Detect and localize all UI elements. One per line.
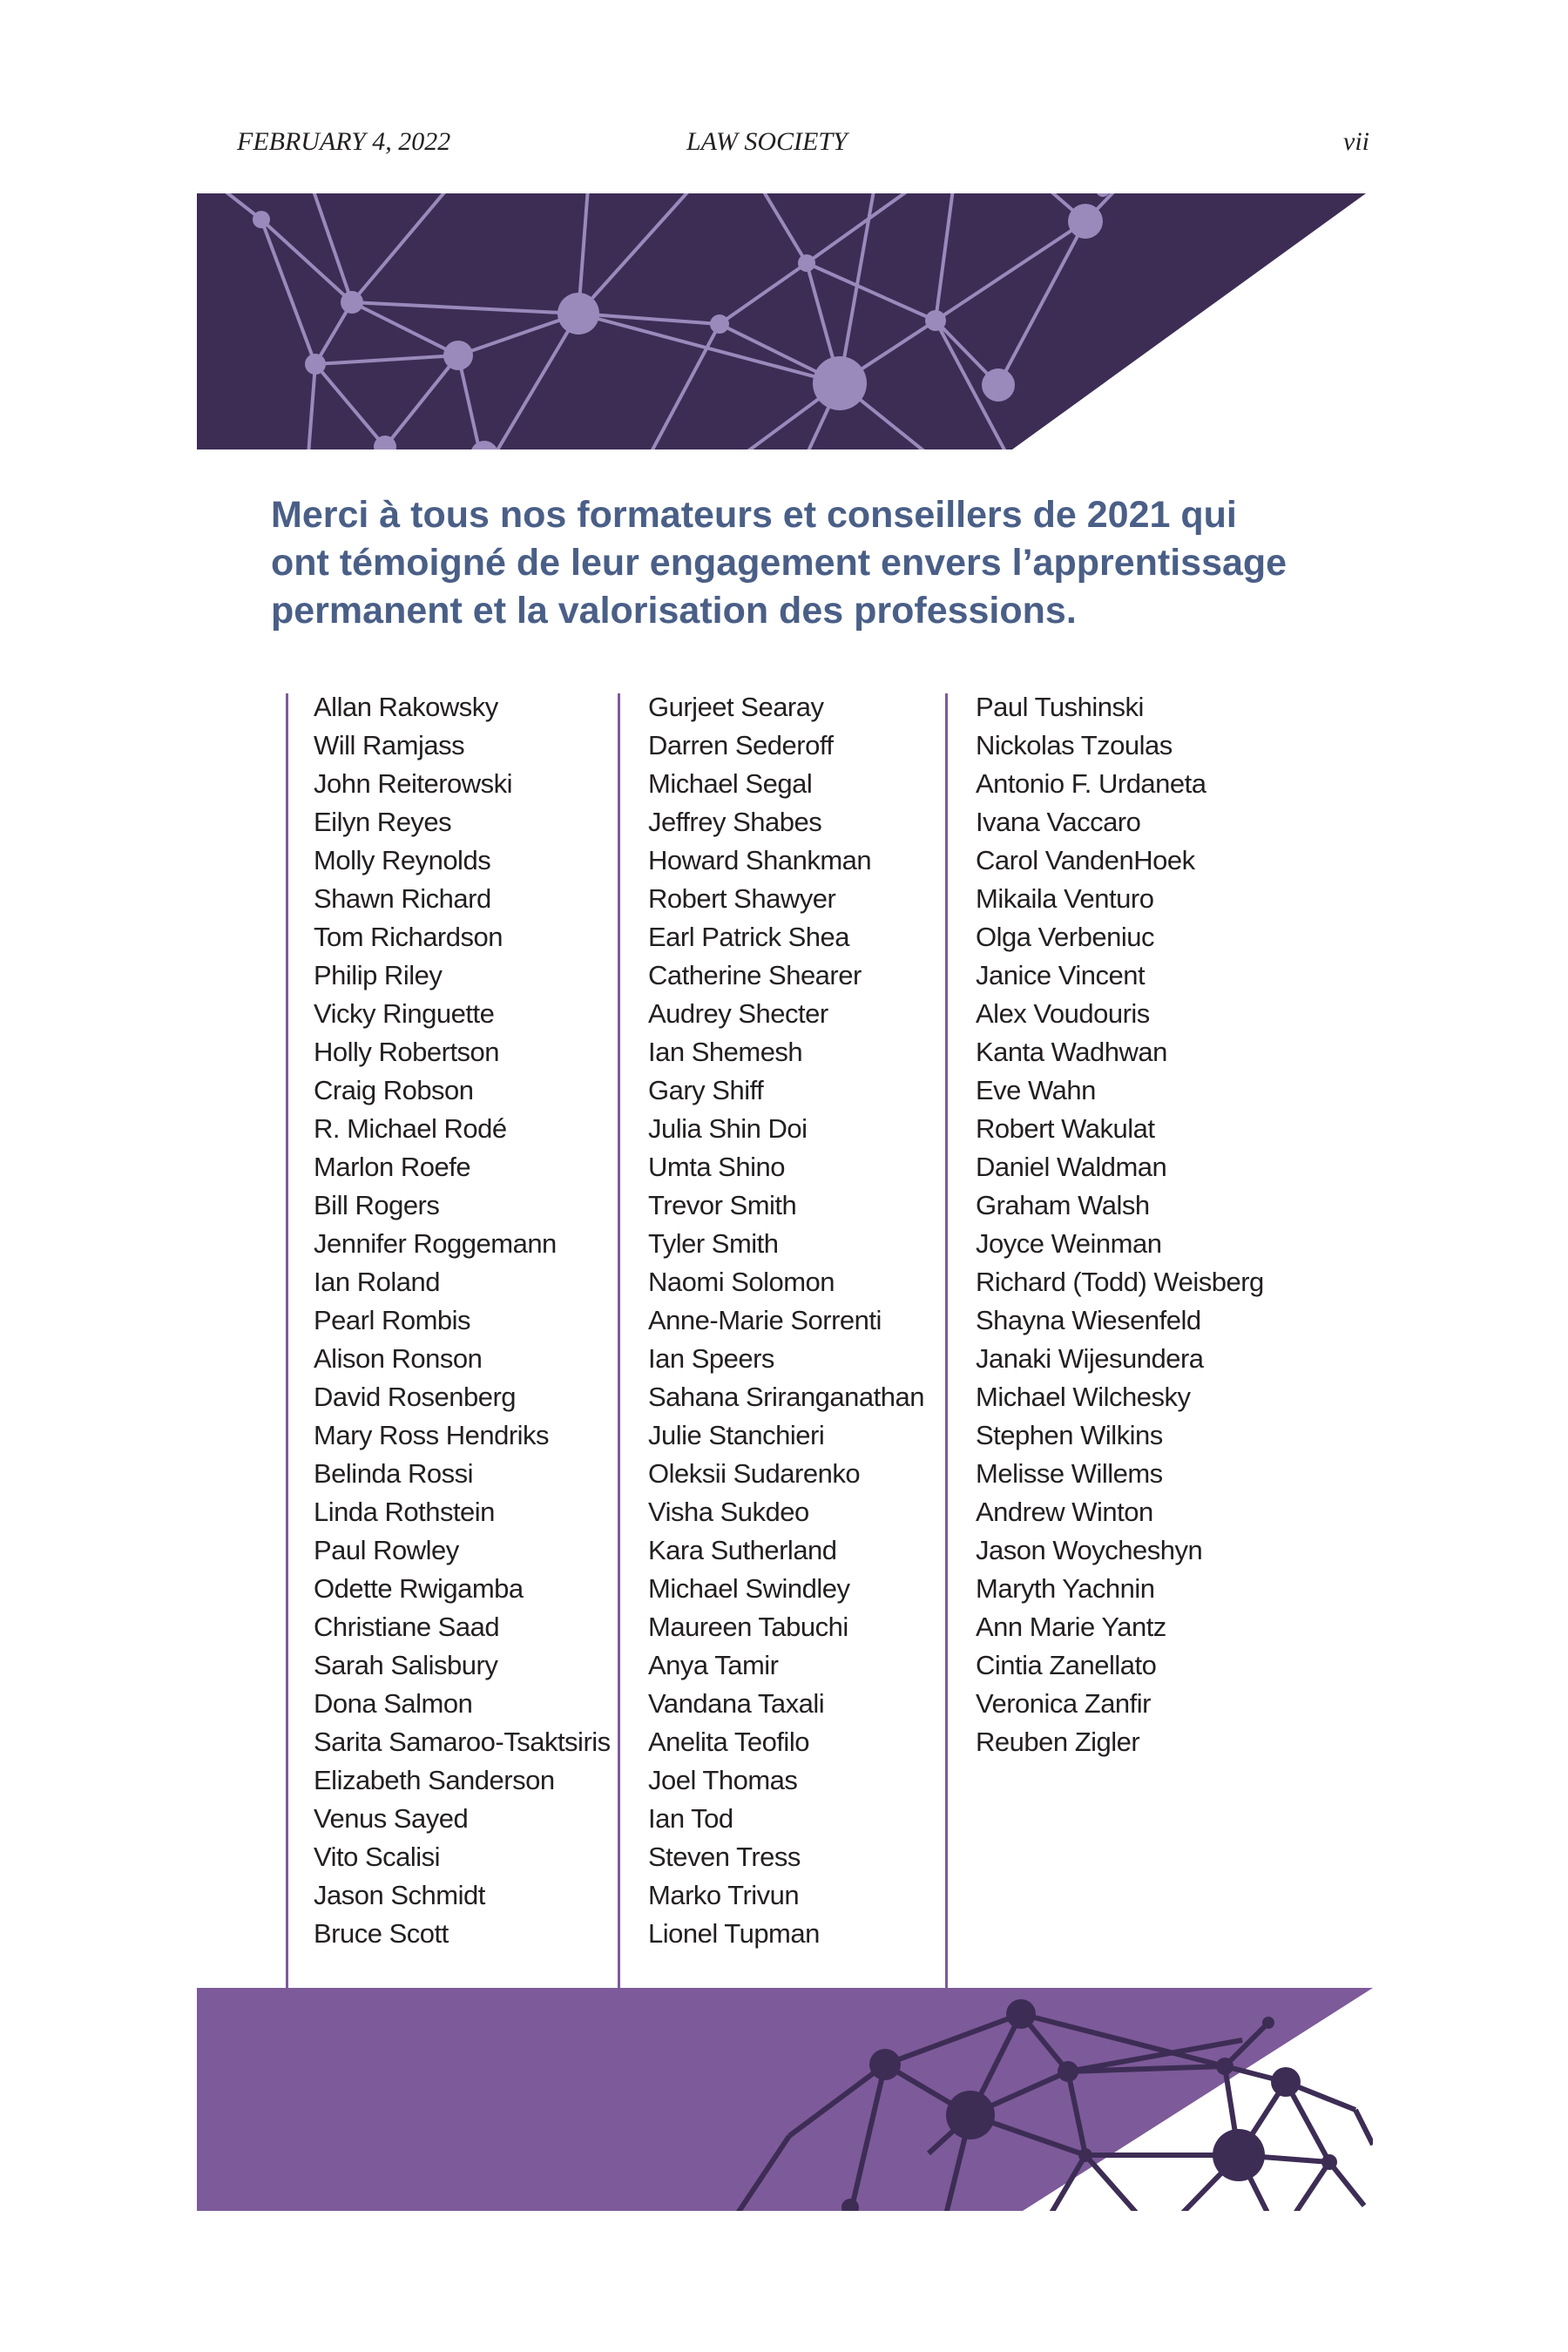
name-list-item: Alex Voudouris	[976, 998, 1150, 1029]
name-list-item: Andrew Winton	[976, 1497, 1153, 1527]
bottom-banner-background	[197, 1988, 1373, 2211]
name-list-item: Belinda Rossi	[314, 1458, 474, 1489]
name-list-item: Naomi Solomon	[648, 1267, 835, 1297]
name-list-item: Venus Sayed	[314, 1803, 469, 1834]
name-list-item: Tyler Smith	[648, 1228, 779, 1259]
name-list-item: Vito Scalisi	[314, 1842, 441, 1872]
name-list-item: Daniel Waldman	[976, 1152, 1167, 1182]
name-list-item: Marko Trivun	[648, 1880, 800, 1910]
name-list-item: John Reiterowski	[314, 768, 513, 799]
name-list-item: Pearl Rombis	[314, 1305, 471, 1335]
name-list-item: Ian Tod	[648, 1803, 733, 1834]
name-list-item: Sarita Samaroo-Tsaktsiris	[314, 1727, 611, 1757]
name-list-item: Kanta Wadhwan	[976, 1037, 1167, 1067]
bottom-network-banner	[197, 1988, 1373, 2211]
name-list-item: Robert Wakulat	[976, 1113, 1155, 1144]
name-list-item: Jeffrey Shabes	[648, 807, 822, 837]
name-list-item: Visha Sukdeo	[648, 1497, 809, 1527]
name-list-item: Mary Ross Hendriks	[314, 1420, 550, 1450]
name-list-item: Allan Rakowsky	[314, 692, 498, 722]
name-list-item: Anya Tamir	[648, 1650, 779, 1680]
network-node	[305, 354, 326, 375]
top-banner-background	[197, 193, 1366, 449]
name-list-item: Audrey Shecter	[648, 998, 828, 1029]
name-list-item: Shawn Richard	[314, 883, 491, 914]
name-list-item: Vicky Ringuette	[314, 998, 495, 1029]
name-list-item: Graham Walsh	[976, 1190, 1150, 1220]
network-node	[1321, 2154, 1337, 2170]
name-list-item: Michael Wilchesky	[976, 1382, 1191, 1412]
network-node	[1213, 2129, 1265, 2181]
network-node	[443, 341, 473, 370]
network-node	[1271, 2067, 1301, 2097]
name-list-item: Richard (Todd) Weisberg	[976, 1267, 1264, 1297]
top-network-banner	[197, 193, 1366, 449]
network-node	[710, 314, 729, 334]
name-list-item: Eilyn Reyes	[314, 807, 452, 837]
name-list-item: Tom Richardson	[314, 922, 503, 952]
title-line: ont témoigné de leur engagement envers l’apprentissage	[271, 542, 1288, 584]
network-node	[869, 2049, 901, 2080]
name-list-item: Janice Vincent	[976, 960, 1146, 990]
name-list-item: Jennifer Roggemann	[314, 1228, 557, 1259]
network-node	[1068, 204, 1103, 239]
title-line: permanent et la valorisation des professions.	[271, 590, 1077, 632]
name-list-item: Michael Segal	[648, 768, 813, 799]
network-node	[813, 356, 867, 410]
name-list-item: Trevor Smith	[648, 1190, 797, 1220]
network-node	[1216, 2058, 1233, 2075]
running-head-date: FEBRUARY 4, 2022	[237, 127, 451, 156]
name-list-item: Holly Robertson	[314, 1037, 500, 1067]
page-number: vii	[1343, 127, 1369, 156]
name-list-item: Eve Wahn	[976, 1075, 1096, 1105]
name-list-item: Dona Salmon	[314, 1688, 473, 1719]
name-list-item: Oleksii Sudarenko	[648, 1458, 861, 1489]
name-list-item: Ian Speers	[648, 1343, 774, 1374]
name-list-item: Janaki Wijesundera	[976, 1343, 1204, 1374]
name-list-item: Gurjeet Searay	[648, 692, 824, 722]
name-list-item: Odette Rwigamba	[314, 1573, 524, 1604]
name-list-item: Ivana Vaccaro	[976, 807, 1141, 837]
name-list-item: Darren Sederoff	[648, 730, 834, 760]
network-node	[798, 254, 815, 272]
name-list-item: Jason Schmidt	[314, 1880, 485, 1910]
page-title	[271, 491, 1403, 635]
name-list-item: Jason Woycheshyn	[976, 1535, 1203, 1565]
name-list-item: Will Ramjass	[314, 730, 465, 760]
column-divider	[945, 693, 948, 1995]
name-list-item: Ian Shemesh	[648, 1037, 803, 1067]
name-list-item: David Rosenberg	[314, 1382, 517, 1412]
name-list-item: Craig Robson	[314, 1075, 474, 1105]
name-list-item: Anelita Teofilo	[648, 1727, 809, 1757]
name-list-item: Maryth Yachnin	[976, 1573, 1155, 1604]
name-list-item: Umta Shino	[648, 1152, 785, 1182]
name-list-item: Ann Marie Yantz	[976, 1612, 1166, 1642]
name-list-item: Stephen Wilkins	[976, 1420, 1163, 1450]
name-list-item: Carol VandenHoek	[976, 845, 1195, 875]
name-list-item: Steven Tress	[648, 1842, 801, 1872]
network-node	[1078, 2148, 1092, 2162]
name-list-item: Melisse Willems	[976, 1458, 1163, 1489]
name-list-item: Sahana Sriranganathan	[648, 1382, 924, 1412]
column-divider	[618, 693, 620, 1995]
name-list-item: Philip Riley	[314, 960, 443, 990]
name-list-item: Nickolas Tzoulas	[976, 730, 1173, 760]
name-list-item: Christiane Saad	[314, 1612, 500, 1642]
name-list-item: Maureen Tabuchi	[648, 1612, 848, 1642]
name-list-item: Joel Thomas	[648, 1765, 798, 1795]
network-node	[558, 293, 599, 335]
name-list-item: Marlon Roefe	[314, 1152, 471, 1182]
name-list-item: Robert Shawyer	[648, 883, 836, 914]
name-list-item: Paul Rowley	[314, 1535, 459, 1565]
name-list-item: Vandana Taxali	[648, 1688, 825, 1719]
name-list-item: Sarah Salisbury	[314, 1650, 498, 1680]
name-list-item: Howard Shankman	[648, 845, 872, 875]
name-list-item: Shayna Wiesenfeld	[976, 1305, 1201, 1335]
title-line: Merci à tous nos formateurs et conseillers de 2021 qui	[271, 494, 1237, 536]
name-list-item: Veronica Zanfir	[976, 1688, 1151, 1719]
name-list-item: Julia Shin Doi	[648, 1113, 808, 1144]
name-list-item: R. Michael Rodé	[314, 1113, 507, 1144]
name-list-item: Ian Roland	[314, 1267, 440, 1297]
name-list-item: Lionel Tupman	[648, 1918, 820, 1949]
name-list-item: Bill Rogers	[314, 1190, 440, 1220]
name-list-item: Reuben Zigler	[976, 1727, 1140, 1757]
names-column-1	[314, 688, 611, 1953]
name-list-item: Gary Shiff	[648, 1075, 764, 1105]
name-list-item: Molly Reynolds	[314, 845, 491, 875]
name-list-item: Earl Patrick Shea	[648, 922, 849, 952]
names-column-3	[976, 688, 1264, 1761]
column-divider	[286, 693, 288, 1995]
name-list-item: Alison Ronson	[314, 1343, 483, 1374]
name-list-item: Joyce Weinman	[976, 1228, 1162, 1259]
network-node	[341, 291, 363, 314]
name-list-item: Linda Rothstein	[314, 1497, 495, 1527]
network-node	[1006, 1999, 1036, 2029]
name-list-item: Bruce Scott	[314, 1918, 449, 1949]
name-list-item: Michael Swindley	[648, 1573, 850, 1604]
network-node	[1262, 2017, 1274, 2029]
names-column-2	[648, 688, 924, 1953]
name-list-item: Mikaila Venturo	[976, 883, 1154, 914]
name-list-item: Elizabeth Sanderson	[314, 1765, 555, 1795]
name-list-item: Antonio F. Urdaneta	[976, 768, 1206, 799]
network-node	[253, 211, 270, 228]
name-list-item: Anne-Marie Sorrenti	[648, 1305, 882, 1335]
network-node	[1058, 2061, 1078, 2082]
running-head-publication: LAW SOCIETY	[686, 127, 848, 156]
network-node	[946, 2091, 995, 2139]
name-list-item: Olga Verbeniuc	[976, 922, 1154, 952]
name-list-item: Kara Sutherland	[648, 1535, 837, 1565]
name-list-item: Cintia Zanellato	[976, 1650, 1157, 1680]
network-node	[925, 310, 946, 331]
name-list-item: Paul Tushinski	[976, 692, 1144, 722]
name-list-item: Julie Stanchieri	[648, 1420, 825, 1450]
network-node	[982, 368, 1015, 402]
name-list-item: Catherine Shearer	[648, 960, 862, 990]
